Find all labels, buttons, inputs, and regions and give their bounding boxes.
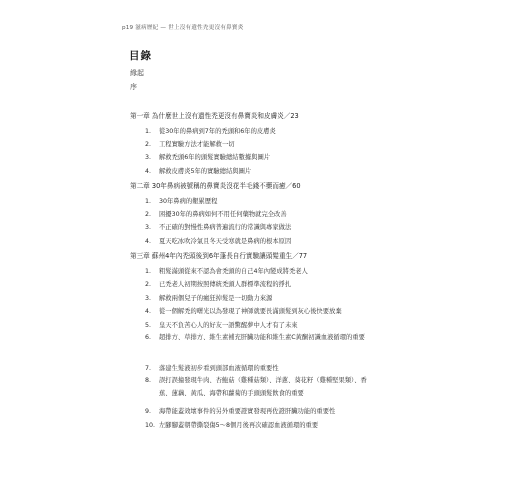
entry-number: 4. [145,308,152,315]
entry-number: 2. [145,141,152,148]
entry-number: 1. [145,128,152,135]
entry-number: 7. [145,365,152,372]
toc-entry [145,126,276,135]
running-head: p19 滋病歷紀 — 世上沒有遺性禿更沒有鼻寶炎 [122,25,244,31]
toc-entry [145,166,251,175]
toc-entry [145,420,318,429]
entry-number: 3. [145,295,152,302]
entry-text: 從30年的鼻病到7年的禿頭和6年的皮膚炎 [159,128,276,135]
toc-entry [145,209,287,218]
front-matter-foreword: 緣起 [130,69,144,77]
entry-number: 3. [145,154,152,161]
entry-text: 粗髮滿頭從來不認為會禿頭的自己4年內變成將禿老人 [159,268,308,275]
entry-text: 夏天吃冰吹冷氣且冬天受寒就是鼻病的根本原因 [159,238,292,245]
toc-entry [145,406,335,415]
chapter-2-title: 第二章 30年鼻病被號稱的鼻寶炎沒花半毛錢不藥而癒／60 [130,182,301,190]
entry-number: 4. [145,238,152,245]
toc-entry [145,152,270,161]
toc-entry [145,306,342,315]
entry-text: 左腳腳蓋朝帶撕裂傷5～8個月後再次確認血液循環的重要 [159,422,319,429]
entry-text: 皇天不負苦心人的好友一語驚醒夢中人才有了未來 [159,322,298,329]
entry-number: 2. [145,211,152,218]
entry-number: 3. [145,224,152,231]
entry-number: 10. [145,422,156,429]
entry-number: 2. [145,281,152,288]
toc-entry [145,222,291,231]
chapter-1-title: 第一章 為什麼世上沒有遺性禿更沒有鼻寶炎和皮膚炎／23 [130,112,299,120]
toc-entry [145,374,379,400]
entry-number: 1. [145,198,152,205]
entry-number: 6. [145,334,152,341]
entry-text: 困擾30年的鼻病如何不用任何藥物就完全改善 [159,211,287,218]
entry-text: 30年鼻病的艱累歷程 [159,198,218,205]
toc-entry [145,331,379,344]
front-matter-preface: 序 [130,83,137,91]
entry-text: 解救禿頭6年的頭髮實驗總結數據與圖片 [159,154,271,161]
toc-entry [145,363,279,372]
entry-number: 8. [145,377,152,384]
entry-text: 不正確的對慢性鼻病普遍流行的常識與專家做法 [159,224,292,231]
entry-number: 1. [145,268,152,275]
toc-entry [145,266,308,275]
entry-number: 4. [145,168,152,175]
entry-text: 已禿老人初期按照傳統禿頭人群標準流程的掙扎 [159,281,292,288]
entry-text: 誤打誤撞發現牛肉、杏鮑菇（雞種菇類）、洋蔥、葵花籽（雞種堅果類）、香蕉、蓮藕、黃瓜、海帶和蘿蔔的手頭頭髮飲食的重要 [159,377,367,397]
entry-text: 解救皮膚炎5年的實驗總結與圖片 [159,168,252,175]
entry-text: 從一個解禿的曙光以為發現了神師就要長滿頭髮到灰心後快要放棄 [159,308,342,315]
entry-text: 超排方、草排方、維生素補充肝臟功能和維生素C黃酮初識血液循環的重要 [159,334,365,341]
toc-entry [145,196,217,205]
toc-entry [145,139,235,148]
entry-text: 解救兩個兒子的瘋狂掉髮是一切動力來源 [159,295,273,302]
entry-number: 5. [145,322,152,329]
entry-text: 工程實驗方法才能解救一切 [159,141,235,148]
toc-entry [145,236,291,245]
chapter-3-title: 第三章 蘇州4年內禿頭後到6年蓬長自行實驗讓頭髮重生／77 [130,252,308,260]
entry-number: 9. [145,408,152,415]
toc-entry [145,279,291,288]
toc-entry [145,320,298,329]
toc-title: 目錄 [129,50,152,62]
toc-entry [145,293,272,302]
entry-text: 海帶能蓋效壞事件的另外重要證實發現再佐證肝臟功能的重要性 [159,408,336,415]
entry-text: 落建生髮液初步看到頭部血液循環的重要性 [159,365,279,372]
